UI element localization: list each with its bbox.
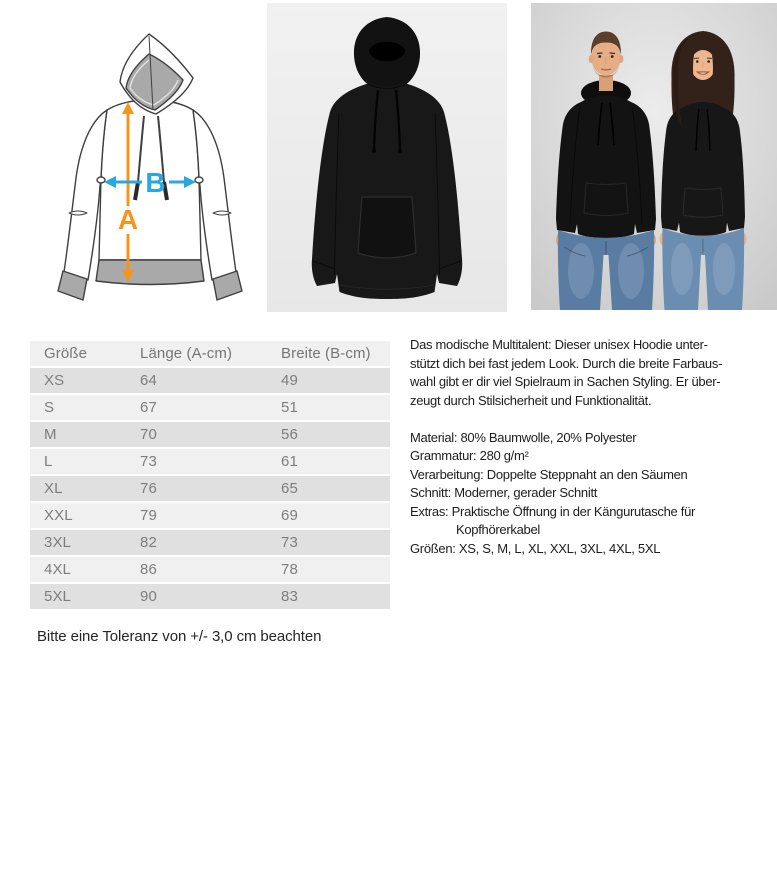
description-line: wahl gibt er dir viel Spielraum in Sachen Styling. Er über-	[410, 374, 721, 389]
spec-line-groessen: Größen: XS, S, M, L, XL, XXL, 3XL, 4XL, 5XL	[410, 540, 661, 556]
spec-line-verarbeitung: Verarbeitung: Doppelte Steppnaht an den Säumen	[410, 466, 688, 482]
length-cell: 86	[140, 561, 157, 578]
size-cell: M	[44, 426, 57, 443]
table-row	[30, 368, 390, 393]
width-cell: 73	[281, 534, 298, 551]
size-cell: XXL	[44, 507, 73, 524]
width-cell: 65	[281, 480, 298, 497]
spec-line-material: Material: 80% Baumwolle, 20% Polyester	[410, 429, 637, 445]
width-cell: 51	[281, 399, 298, 416]
hoodie-measurement-diagram	[20, 10, 250, 310]
column-header-width: Breite (B-cm)	[281, 345, 371, 362]
length-cell: 82	[140, 534, 157, 551]
size-cell: XS	[44, 372, 65, 389]
table-row	[30, 449, 390, 474]
spec-line-extras-continuation: Kopfhörerkabel	[456, 522, 540, 537]
black-hoodie-photo	[267, 3, 507, 312]
size-cell: XL	[44, 480, 63, 497]
spec-line-extras: Extras: Praktische Öffnung in der Kängurutasche für	[410, 503, 696, 519]
table-row	[30, 476, 390, 501]
description-line: stützt dich bei fast jedem Look. Durch die breite Farbaus-	[410, 355, 723, 371]
width-cell: 49	[281, 372, 298, 389]
measurement-label-b: B	[145, 167, 166, 198]
column-header-size: Größe	[44, 345, 88, 362]
waistband-shade	[96, 260, 204, 285]
size-cell: 3XL	[44, 534, 71, 551]
product-photo-image	[267, 3, 507, 312]
table-row	[30, 422, 390, 447]
description-specs	[410, 429, 755, 559]
hoodie	[556, 96, 656, 239]
width-cell: 83	[281, 588, 298, 605]
size-cell: 4XL	[44, 561, 71, 578]
width-cell: 69	[281, 507, 298, 524]
width-cell: 61	[281, 453, 298, 470]
size-diagram-image	[20, 10, 250, 310]
description-line: Das modische Multitalent: Dieser unisex Hoodie unter-	[410, 337, 708, 352]
table-row	[30, 557, 390, 582]
size-cell: S	[44, 399, 55, 416]
table-row	[30, 395, 390, 420]
table-row	[30, 530, 390, 555]
width-cell: 78	[281, 561, 298, 578]
models-wearing-hoodie-photo	[531, 3, 777, 310]
length-cell: 64	[140, 372, 157, 389]
spec-line-schnitt: Schnitt: Moderner, gerader Schnitt	[410, 485, 598, 500]
table-row	[30, 584, 390, 609]
length-cell: 76	[140, 480, 157, 497]
length-cell: 90	[140, 588, 157, 605]
table-row	[30, 503, 390, 528]
kangaroo-pocket	[358, 197, 416, 258]
size-cell: L	[44, 453, 53, 470]
models-photo-image	[531, 3, 777, 310]
description-intro	[410, 336, 755, 410]
length-cell: 67	[140, 399, 157, 416]
length-cell: 79	[140, 507, 157, 524]
spec-line-grammatur: Grammatur: 280 g/m²	[410, 448, 529, 463]
description-line: zeugt durch Stilsicherheit und Funktionalität.	[410, 392, 652, 408]
tolerance-note: Bitte eine Toleranz von +/- 3,0 cm beachten	[37, 628, 322, 645]
column-header-length: Länge (A-cm)	[140, 345, 233, 362]
product-description	[410, 336, 755, 558]
length-cell: 73	[140, 453, 157, 470]
size-table	[30, 341, 390, 611]
length-cell: 70	[140, 426, 157, 443]
measurement-label-a: A	[117, 204, 139, 235]
size-cell: 5XL	[44, 588, 71, 605]
hoodie	[661, 102, 745, 236]
width-cell: 56	[281, 426, 298, 443]
size-table-header	[30, 341, 390, 366]
